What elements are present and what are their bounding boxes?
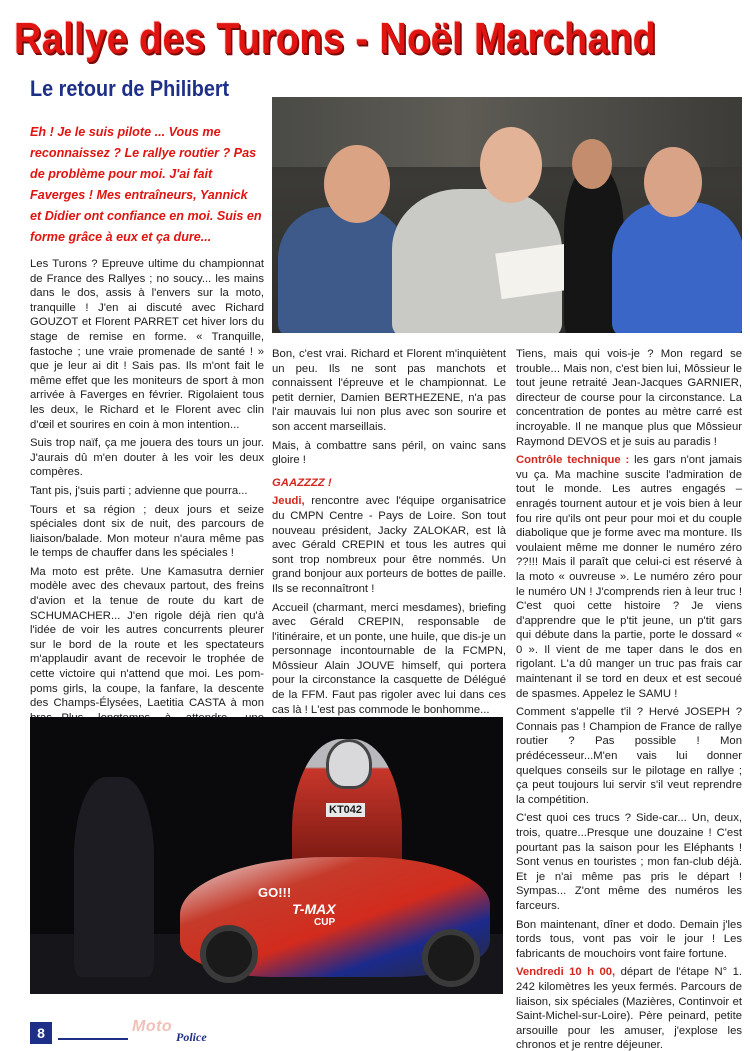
photo-person-right: [612, 202, 742, 333]
photo-rider-night: [30, 717, 503, 994]
paragraph: Tours et sa région ; deux jours et seize spéciales dont six de nuit, des parcours de liaison/balade. Mon moteur n'aura même pas le temps de chauffer dans les spéciales !: [30, 503, 264, 560]
photo-person-back-head: [572, 139, 612, 189]
page-number: 8: [30, 1022, 52, 1044]
lead-in-vendredi: Vendredi 10 h 00,: [516, 966, 616, 979]
paragraph: Les Turons ? Epreuve ultime du championnat de France des Rallyes ; no soucy... les mains dans le dos, assis à l'envers sur la moto, tranquille ! J'en ai discuté avec Richard GOUZOT et Florent PARRET cet hiver lors du stage de remise en forme. « Tranquille, fastoche ; une vraie promenade de santé ! » que je leur ai dit ! Sais pas. Ils m'ont fait le même effet que les moniteurs de sport à mon arrivée à Faverges en février. Rigolaient tous les deux, le Richard et le Florent avec clin d'œil et sourires en coin à mon intention...: [30, 258, 264, 431]
article-title: Rallye des Turons - Noël Marchand: [14, 14, 657, 63]
paragraph: Accueil (charmant, merci mesdames), briefing avec Gérald CREPIN, responsable de l'itinéraire, et un ponte, une huile, que dis-je un personnage incontournable de la FCMPN, Môssieur Alain JOUVE himself, qui portera pour la circonstance la casquette de Délégué de la FFM. Faut pas rigoler avec lui dans ces cas là ! L'est pas commode le bonhomme...: [272, 601, 506, 716]
exclamation-gaaz: GAAZZZZ !: [272, 476, 332, 489]
paragraph: Ma moto est prête. Une Kamasutra dernier modèle avec des chevaux partout, des freins d'avion et la tenue de route du kart de SCHUMACHER... J'en rigole déjà rien qu'à l'idée de voir les autres concurrents pleurer sur le bord de la route et les spectateurs m'applaudir avant de recevoir le trophée de cette victoire qui n'attend que moi. Les pom-poms girls, la coupe, la fanfare, la descente des Champs-Élysées, Laetitia CASTA à mon: [30, 565, 264, 710]
paragraph-text: départ de l'étape N° 1. 242 kilomètres les yeux fermés. Parcours de liaison, six spéciales (Mazières, Continvoir et Saint-Michel-sur-Loire). Père peinard, petite arsouille pour les amuser, j'explose les chronos et je rentre déjeuner.: [516, 966, 742, 1051]
paragraph: Bon, c'est vrai. Richard et Florent m'inquiètent un peu. Ils ne sont pas manchots et connaissent l'épreuve et le championnat. Le petit dernier, Damien BERTHEZENE, n'a pas l'air mauvais lui non plus avec son sourire et son accent marseillais.: [272, 348, 506, 433]
magazine-logo-bottom: Police: [176, 1030, 207, 1044]
footer-rule: [58, 1038, 128, 1040]
paragraph: Bon maintenant, dîner et dodo. Demain j'les tords tous, vont pas voir le jour ! Les fabricants de mouchoirs vont faire fortune.: [516, 918, 742, 960]
lead-in-controle: Contrôle technique :: [516, 454, 630, 467]
paragraph: [272, 494, 506, 596]
paragraph: C'est quoi ces trucs ? Side-car... Un, deux, trois, quatre...Presque une douzaine ! C'est pourtant pas la saison pour les Eléphants ! Sont venus en touristes ; mon fan-club déjà. Et je n'ai même pas pris le départ ! Sympas... Z'ont même des numéros les farceurs.: [516, 812, 742, 912]
photo-briefing: [272, 97, 742, 333]
paragraph: Mais, à combattre sans péril, on vainc sans gloire !: [272, 439, 506, 467]
magazine-logo-top: Moto: [132, 1018, 173, 1035]
lead-in-jeudi: Jeudi,: [272, 495, 305, 508]
paragraph: Comment s'appelle t'il ? Hervé JOSEPH ? Connais pas ! Champion de France de rallye routier ? Pas possible ! Mon prédécesseur...M'en vais lui donner quelques conseils sur le pilotage en rallye ; ça peut toujours lui servir s'il veut reprendre la compétition.: [516, 706, 742, 806]
paragraph: Tiens, mais qui vois-je ? Mon regard se trouble... Mais non, c'est bien lui, Môssieur le tout jeune retraité Jean-Jacques GARNIER, directeur de course pour la circonstance. La concentration de pontes au mètre carré est incroyable. Il ne manque plus que Môssieur Raymond DEVOS et je suis au paradis !: [516, 348, 742, 448]
photo-person-left-head: [324, 145, 390, 223]
paragraph: Tant pis, j'suis parti ; advienne que pourra...: [30, 484, 248, 497]
photo-bib-number: KT042: [326, 803, 365, 817]
photo-rider-helmet: [326, 739, 372, 789]
photo-cup-text: CUP: [314, 917, 336, 928]
text-column-3: [516, 347, 742, 1051]
photo-bystander: [74, 777, 154, 977]
photo-person-center-head: [480, 127, 542, 203]
intro-paragraph: Eh ! Je le suis pilote ... Vous me reconnaissez ? Le rallye routier ? Pas de problème pour moi. J'ai fait Faverges ! Mes entraîneurs, Yannick et Didier ont confiance en moi. Suis en forme grâce à eux et ça dure...: [30, 125, 262, 244]
paragraph-text: les gars n'ont jamais vu ça. Ma machine suscite l'admiration de tout le monde. Les autres engagés – enragés tournent autour et je vois bien à leur fou rire qu'ils ont peur pour moi et du couple diabolique que je forme avec ma monture. Ils voulaient même me donner le numéro zéro ??!!! Mais il paraît que celui-ci est réservé à la moto « ouvreuse ». Le numéro zéro pour le numéro UN ! J'comprends rien à leur truc ! C'est quoi cette histoire ? Je viens d'apprendre que le p'tit jeune, un p'tit gars qui débute dans la partie, porte le dossard « 0 ». Il vient de me taper dans le dos en rigolant. L'a dû manger un truc pas frais car maintenant il se tord en deux et est secoué de spasmes. Appelez le SAMU !: [516, 454, 742, 700]
photo-brand-text: T-MAX: [292, 901, 336, 917]
photo-person-right-head: [644, 147, 702, 217]
paragraph: [516, 453, 742, 701]
text-column-2: [272, 347, 506, 721]
photo-scooter-rear-wheel: [422, 929, 480, 987]
photo-scooter-front-wheel: [200, 925, 258, 983]
photo-person-left: [278, 207, 408, 333]
paragraph: Suis trop naïf, ça me jouera des tours un jour. J'aurais dû m'en douter à les voir les deux compères.: [30, 437, 264, 479]
photo-fairing-text: GO!!!: [258, 885, 292, 900]
paragraph-text: rencontre avec l'équipe organisatrice du CMPN Centre - Pays de Loire. Son tout nouveau président, Jacky ZALOKAR, est là avec Gérald CREPIN et tous les autres qui sont trop nombreux pour être nommés. Un grand bonjour aux porteurs de bottes de paille. Ils se reconnaîtront !: [272, 495, 506, 595]
text-column-1: [30, 257, 264, 744]
article-subtitle: Le retour de Philibert: [30, 76, 230, 101]
paragraph: [516, 965, 742, 1051]
